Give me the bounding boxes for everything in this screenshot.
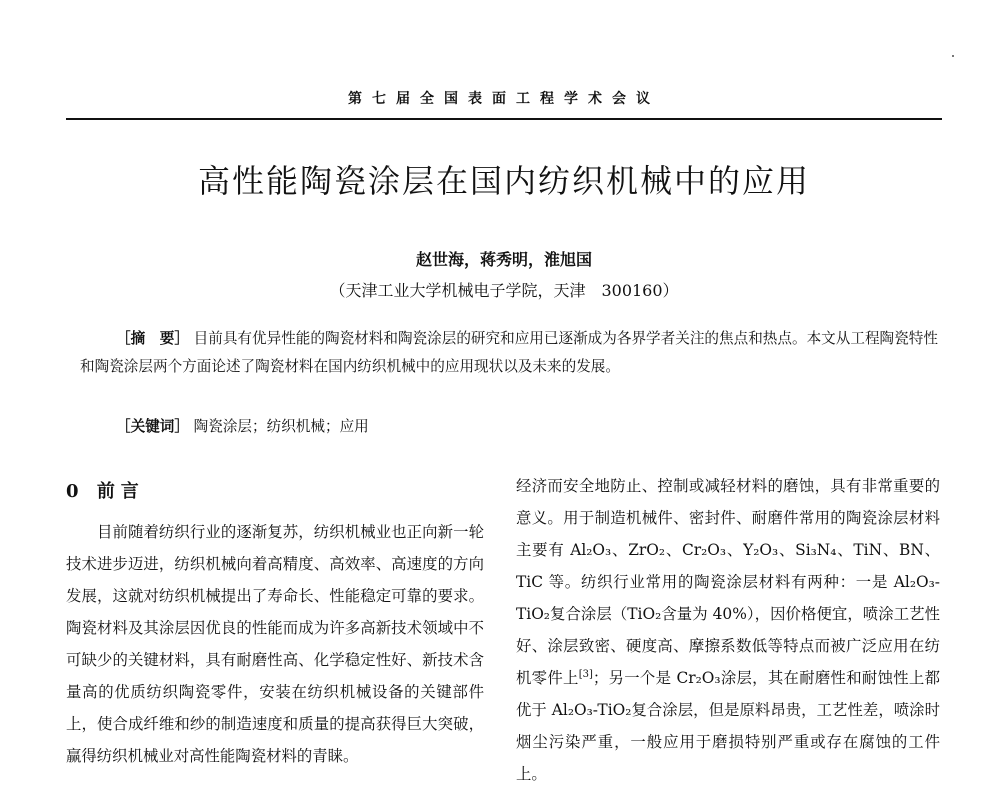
- body-column-right: [516, 470, 940, 783]
- section-heading: [66, 477, 145, 503]
- affiliation: （天津工业大学机械电子学院，天津 300160）: [329, 281, 679, 300]
- abstract-text: 目前具有优异性能的陶瓷材料和陶瓷涂层的研究和应用已逐渐成为各界学者关注的焦点和热点。本文从工程陶瓷特性和陶瓷涂层两个方面论述了陶瓷材料在国内纺织机械中的应用现状以及未来的发展。: [80, 330, 938, 375]
- paper-title: 高性能陶瓷涂层在国内纺织机械中的应用: [197, 162, 810, 200]
- conference-header: 第七届全国表面工程学术会议: [66, 78, 942, 120]
- abstract: [80, 325, 942, 381]
- keywords: [116, 413, 942, 441]
- scan-mark: [952, 55, 954, 57]
- keywords-text: 陶瓷涂层；纺织机械；应用: [193, 418, 369, 435]
- author-list: 赵世海，蒋秀明，淮旭国: [415, 250, 592, 269]
- keywords-label: ［关键词］: [116, 418, 189, 435]
- body-text-part2: ；另一个是 Cr₂O₃涂层，其在耐磨性和耐蚀性上都优于 Al₂O₃-TiO₂复合涂层，但是原料昂贵，工艺性差，喷涂时烟尘污染严重，一般应用于磨损特别严重或存在腐蚀的工件上。: [516, 669, 940, 783]
- body-column-left: 目前随着纺织行业的逐渐复苏，纺织机械业也正向新一轮技术进步迈进，纺织机械向着高精度、高效率、高速度的方向发展，这就对纺织机械提出了寿命长、性能稳定可靠的要求。陶瓷材料及其涂层因优良的性能而成为许多高新技术领域中不可缺少的关键材料，具有耐磨性高、化学稳定性好、新技术含量高的优质纺织陶瓷零件，安装在纺织机械设备的关键部件上，使合成纤维和纱的制造速度和质量的提高获得巨大突破，赢得纺织机械业对高性能陶瓷材料的青睐。: [66, 523, 484, 765]
- section-number: 0: [66, 481, 85, 502]
- abstract-label: ［摘 要］: [116, 330, 189, 347]
- body-text-part1: 经济而安全地防止、控制或减轻材料的磨蚀，具有非常重要的意义。用于制造机械件、密封件、耐磨件常用的陶瓷涂层材料主要有 Al₂O₃、ZrO₂、Cr₂O₃、Y₂O₃、Si₃N₄、TiN、BN、TiC 等。纺织行业常用的陶瓷涂层材料有两种：一是 Al₂O₃-TiO₂复合涂层（TiO₂含量为 40%），因价格便宜，喷涂工艺性好、涂层致密、硬度高、摩擦系数低等特点而被广泛应用在纺机零件上: [516, 477, 940, 687]
- citation-ref: [3]: [578, 668, 593, 680]
- section-title: 前言: [96, 481, 145, 502]
